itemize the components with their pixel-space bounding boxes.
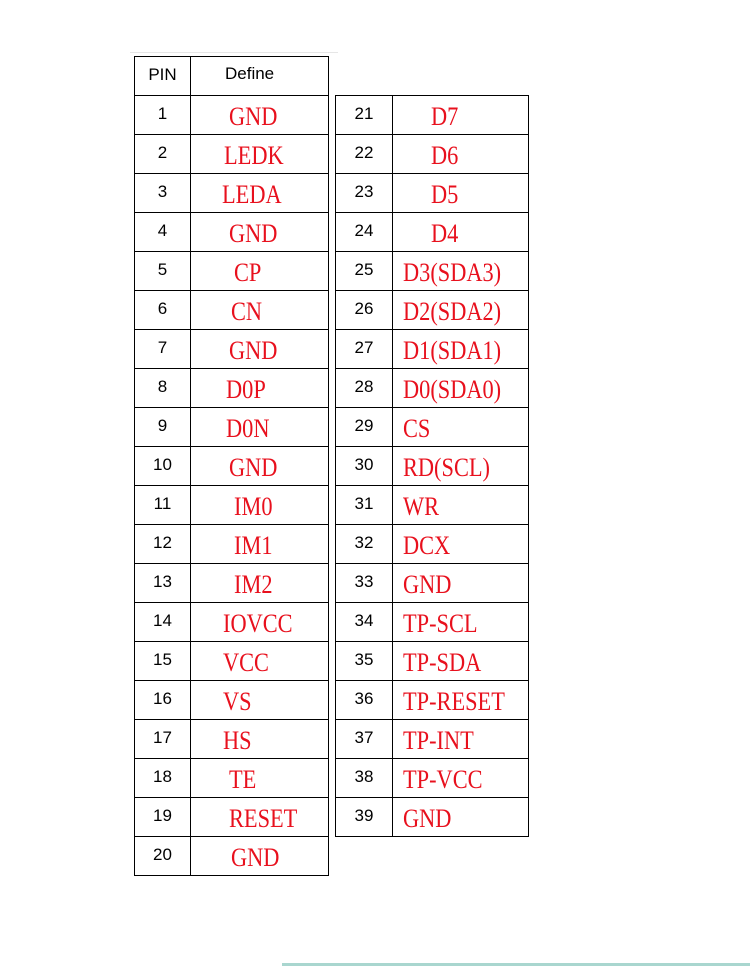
define-cell	[393, 720, 529, 759]
pin-number: 17	[153, 728, 172, 747]
define-cell	[191, 369, 329, 408]
define-cell	[191, 486, 329, 525]
pin-number: 3	[157, 182, 168, 201]
table-row	[135, 759, 329, 798]
pin-definition: DCX	[403, 531, 451, 560]
pin-cell	[336, 564, 393, 603]
table-row	[135, 291, 329, 330]
pin-number: 22	[354, 143, 374, 162]
define-cell	[191, 135, 329, 174]
define-cell	[393, 369, 529, 408]
table-row	[336, 720, 529, 759]
define-cell	[191, 720, 329, 759]
define-cell	[191, 681, 329, 720]
table-row	[336, 564, 529, 603]
pin-definition: TP-SCL	[403, 609, 478, 638]
table-row	[135, 603, 329, 642]
pin-definition: D4	[431, 219, 459, 248]
pin-number: 33	[354, 572, 374, 591]
pin-cell	[135, 213, 191, 252]
pin-definition: D7	[431, 102, 459, 131]
pin-cell	[336, 447, 393, 486]
table-row	[135, 447, 329, 486]
define-cell	[191, 96, 329, 135]
table-row	[135, 564, 329, 603]
pin-number: 10	[153, 455, 172, 474]
pin-cell	[336, 681, 393, 720]
pin-cell	[336, 135, 393, 174]
pin-table-left-body	[135, 57, 329, 876]
pin-cell	[135, 330, 191, 369]
define-cell	[393, 603, 529, 642]
pin-cell	[135, 291, 191, 330]
pin-number: 26	[354, 299, 374, 318]
pin-number: 28	[354, 377, 374, 396]
table-row	[336, 486, 529, 525]
define-cell	[191, 564, 329, 603]
pin-definition: TP-RESET	[403, 687, 505, 716]
pin-definition: CN	[231, 297, 263, 326]
define-header: Define	[225, 64, 275, 83]
table-row	[336, 798, 529, 837]
pin-number: 8	[157, 377, 168, 396]
pin-cell	[135, 603, 191, 642]
pin-number: 15	[153, 650, 172, 669]
pin-number: 4	[157, 221, 168, 240]
define-cell	[393, 330, 529, 369]
pin-definition: GND	[403, 804, 452, 833]
table-row	[135, 213, 329, 252]
pin-cell	[336, 759, 393, 798]
footer-rule	[282, 963, 750, 966]
pin-definition: LEDA	[222, 180, 282, 209]
pin-definition: HS	[223, 726, 252, 755]
pin-definition: GND	[229, 102, 278, 131]
pin-cell	[135, 174, 191, 213]
table-row	[135, 174, 329, 213]
pin-number: 1	[157, 104, 168, 123]
pin-definition: IM1	[234, 531, 273, 560]
table-row	[135, 408, 329, 447]
define-cell	[191, 447, 329, 486]
pin-definition: D6	[431, 141, 459, 170]
define-cell	[393, 759, 529, 798]
pin-definition: LEDK	[224, 141, 284, 170]
pin-cell	[135, 486, 191, 525]
pin-definition: D0N	[226, 414, 270, 443]
pin-number: 24	[354, 221, 374, 240]
define-cell	[191, 525, 329, 564]
pin-cell	[336, 798, 393, 837]
pin-definition: GND	[403, 570, 452, 599]
pin-cell	[336, 486, 393, 525]
pin-number: 7	[157, 338, 168, 357]
table-row	[336, 408, 529, 447]
table-row	[336, 447, 529, 486]
pin-cell	[336, 252, 393, 291]
pin-number: 21	[354, 104, 374, 123]
define-cell	[191, 603, 329, 642]
pin-definition: D1(SDA1)	[403, 336, 502, 365]
pin-number: 12	[153, 533, 172, 552]
pin-number: 30	[354, 455, 374, 474]
table-row	[135, 135, 329, 174]
pin-definition: TP-SDA	[403, 648, 482, 677]
pin-cell	[336, 96, 393, 135]
define-cell	[393, 213, 529, 252]
define-cell	[393, 642, 529, 681]
define-cell	[393, 252, 529, 291]
pin-number: 34	[354, 611, 374, 630]
pin-definition: GND	[229, 336, 278, 365]
define-cell	[393, 798, 529, 837]
pin-definition: RD(SCL)	[403, 453, 490, 482]
table-row	[135, 642, 329, 681]
table-row	[336, 603, 529, 642]
pin-cell	[135, 759, 191, 798]
pin-definition: TP-INT	[403, 726, 474, 755]
pin-number: 11	[153, 494, 172, 513]
pin-cell	[135, 135, 191, 174]
pin-number: 35	[354, 650, 374, 669]
table-row	[336, 213, 529, 252]
pin-number: 39	[354, 806, 374, 825]
pin-cell	[336, 720, 393, 759]
table-row	[336, 174, 529, 213]
define-cell	[191, 252, 329, 291]
define-cell	[191, 291, 329, 330]
pin-number: 29	[354, 416, 374, 435]
define-cell	[393, 564, 529, 603]
define-cell	[393, 681, 529, 720]
pin-cell	[336, 603, 393, 642]
top-rule	[130, 52, 338, 53]
pin-definition: IM0	[234, 492, 273, 521]
pin-cell	[336, 525, 393, 564]
table-row	[135, 369, 329, 408]
pin-number: 14	[153, 611, 172, 630]
table-row	[135, 252, 329, 291]
table-row	[336, 135, 529, 174]
pin-definition: D0P	[226, 375, 266, 404]
pin-cell	[135, 837, 191, 876]
table-row	[336, 681, 529, 720]
pin-cell	[135, 369, 191, 408]
define-cell	[393, 135, 529, 174]
pin-number: 23	[354, 182, 374, 201]
pin-definition: VCC	[223, 648, 269, 677]
pin-number: 25	[354, 260, 374, 279]
pin-definition: GND	[231, 843, 280, 872]
table-row	[135, 720, 329, 759]
define-cell	[191, 837, 329, 876]
pin-definition: GND	[229, 219, 278, 248]
pin-definition: CS	[403, 414, 431, 443]
pin-definition: D0(SDA0)	[403, 375, 502, 404]
table-row	[135, 837, 329, 876]
define-cell	[393, 174, 529, 213]
define-cell	[393, 291, 529, 330]
table-row	[135, 681, 329, 720]
pin-cell	[135, 681, 191, 720]
pin-definition: VS	[223, 687, 252, 716]
table-row	[336, 369, 529, 408]
table-row	[336, 525, 529, 564]
table-row	[135, 96, 329, 135]
define-cell	[393, 525, 529, 564]
pin-cell	[135, 564, 191, 603]
pin-definition: WR	[403, 492, 440, 521]
pin-cell	[336, 369, 393, 408]
define-cell	[191, 213, 329, 252]
table-row	[336, 291, 529, 330]
pin-number: 18	[153, 767, 172, 786]
pin-number: 37	[354, 728, 374, 747]
pin-definition: IOVCC	[223, 609, 293, 638]
pin-number: 38	[354, 767, 374, 786]
define-cell	[191, 798, 329, 837]
define-cell	[393, 447, 529, 486]
pin-cell	[135, 525, 191, 564]
pin-cell	[135, 798, 191, 837]
pin-number: 13	[153, 572, 172, 591]
pin-definition: IM2	[234, 570, 273, 599]
table-row	[336, 642, 529, 681]
table-row	[135, 330, 329, 369]
pin-number: 2	[157, 143, 168, 162]
pin-number: 36	[354, 689, 374, 708]
pin-cell	[135, 408, 191, 447]
pin-table-right-body	[336, 96, 529, 837]
define-cell	[191, 759, 329, 798]
table-row	[336, 252, 529, 291]
pin-definition: D2(SDA2)	[403, 297, 502, 326]
define-cell	[393, 408, 529, 447]
table-row	[336, 96, 529, 135]
pin-header: PIN	[148, 65, 177, 84]
pin-header-cell	[135, 57, 191, 96]
pin-cell	[336, 642, 393, 681]
define-header-cell	[191, 57, 329, 96]
pin-number: 20	[153, 845, 172, 864]
table-row	[336, 759, 529, 798]
define-cell	[393, 96, 529, 135]
pin-cell	[336, 291, 393, 330]
define-cell	[191, 330, 329, 369]
pin-number: 5	[157, 260, 168, 279]
pin-cell	[135, 252, 191, 291]
pin-cell	[336, 330, 393, 369]
pin-number: 31	[354, 494, 374, 513]
table-row	[135, 798, 329, 837]
pin-cell	[135, 96, 191, 135]
pin-cell	[336, 408, 393, 447]
pin-definition: D3(SDA3)	[403, 258, 502, 287]
pin-cell	[336, 174, 393, 213]
define-cell	[191, 642, 329, 681]
pin-number: 16	[153, 689, 172, 708]
pin-definition: TP-VCC	[403, 765, 483, 794]
pin-number: 32	[354, 533, 374, 552]
table-row	[135, 486, 329, 525]
pin-number: 6	[157, 299, 168, 318]
define-cell	[191, 174, 329, 213]
pin-definition: TE	[229, 765, 257, 794]
define-cell	[191, 408, 329, 447]
pin-cell	[135, 447, 191, 486]
pin-table-right	[335, 95, 529, 837]
table-header-row	[135, 57, 329, 96]
pin-cell	[336, 213, 393, 252]
pin-definition: GND	[229, 453, 278, 482]
pin-definition: CP	[234, 258, 262, 287]
table-row	[135, 525, 329, 564]
pin-number: 9	[157, 416, 168, 435]
pin-number: 27	[354, 338, 374, 357]
pin-cell	[135, 720, 191, 759]
pin-definition: D5	[431, 180, 459, 209]
pin-table-left	[134, 56, 329, 876]
define-cell	[393, 486, 529, 525]
table-row	[336, 330, 529, 369]
pin-cell	[135, 642, 191, 681]
pin-number: 19	[153, 806, 172, 825]
pin-definition: RESET	[229, 804, 298, 833]
